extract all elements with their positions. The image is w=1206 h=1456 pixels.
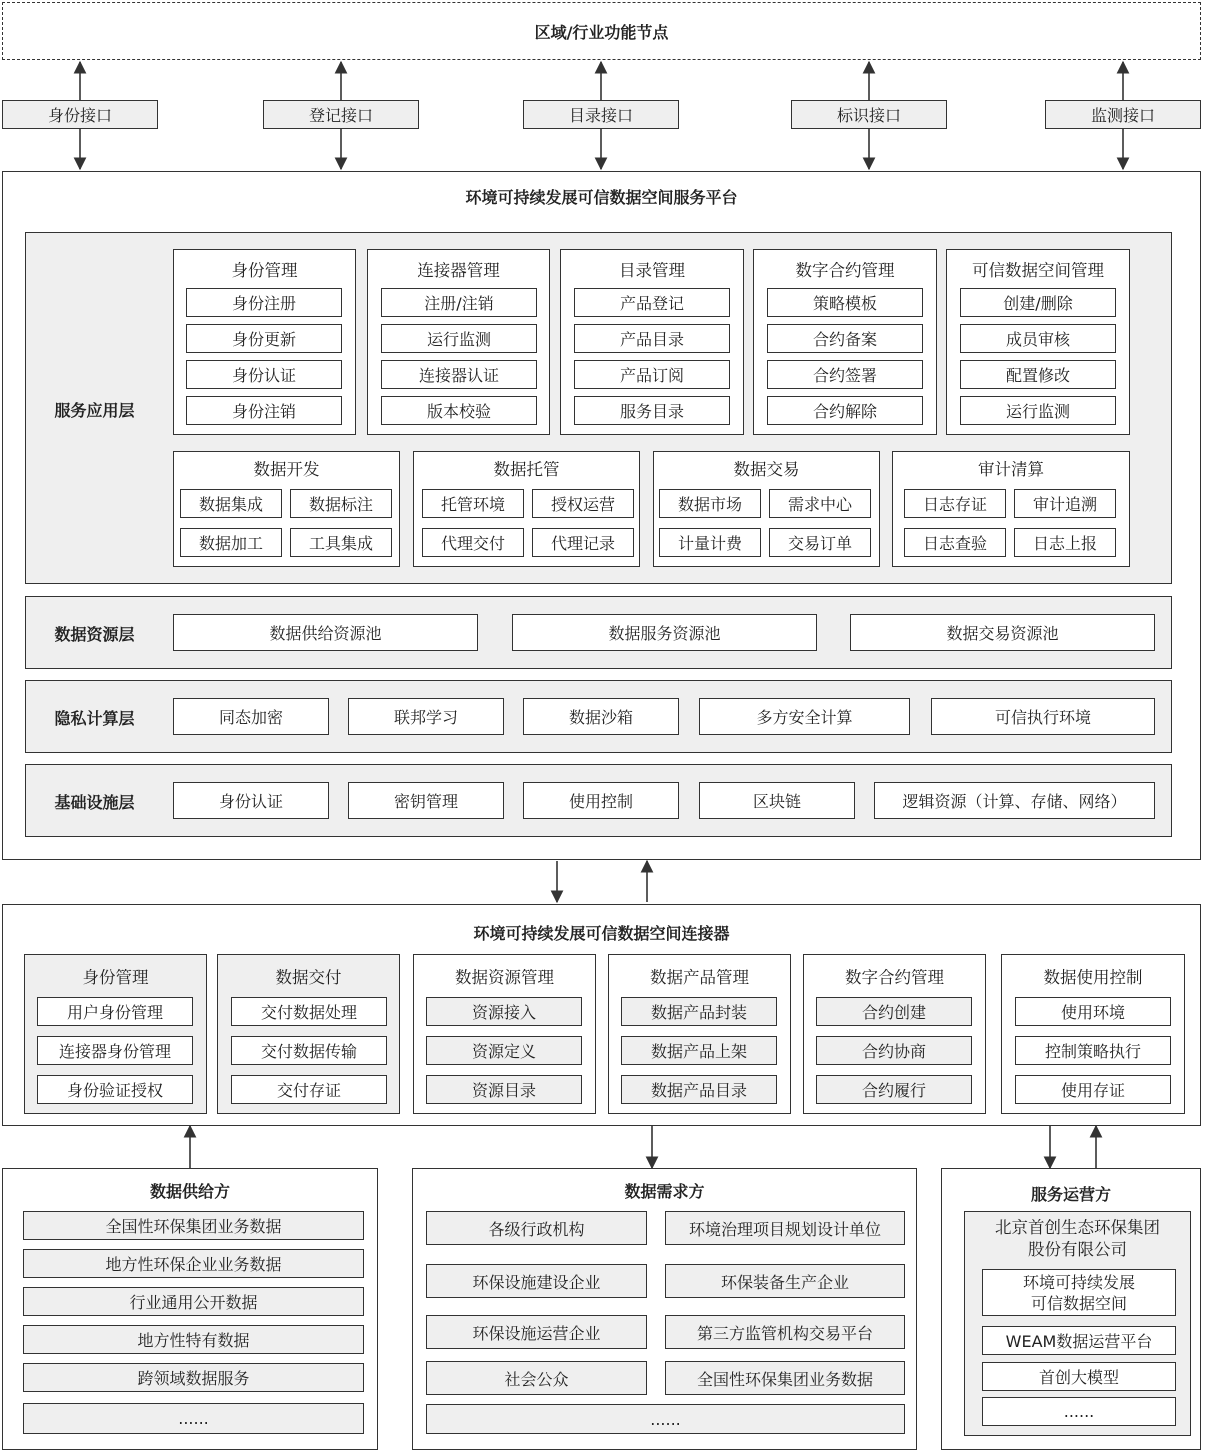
item-box: 交易订单 <box>769 528 871 557</box>
supplier-item: 地方性特有数据 <box>23 1325 364 1354</box>
layer-item: 密钥管理 <box>348 782 504 819</box>
item-box: 用户身份管理 <box>37 997 193 1026</box>
item-box: 托管环境 <box>422 489 524 518</box>
item-box: 资源接入 <box>426 997 582 1026</box>
demand-item: 环保装备生产企业 <box>665 1264 905 1298</box>
operator-org-name <box>964 1215 1191 1263</box>
demand-title: 数据需求方 <box>624 1181 705 1201</box>
item-box: 服务目录 <box>574 396 730 425</box>
item-box: 数据集成 <box>180 489 282 518</box>
item-box: 产品目录 <box>574 324 730 353</box>
layer-item: 同态加密 <box>173 698 329 735</box>
regional-industry-node: 区域/行业功能节点 <box>2 2 1201 60</box>
group-title: 数据使用控制 <box>1043 968 1143 987</box>
item-box: 配置修改 <box>960 360 1116 389</box>
supplier-item: 全国性环保集团业务数据 <box>23 1211 364 1240</box>
service-layer-label: 服务应用层 <box>54 400 135 420</box>
item-box: 合约解除 <box>767 396 923 425</box>
item-box: 产品登记 <box>574 288 730 317</box>
supplier-item: 行业通用公开数据 <box>23 1287 364 1316</box>
item-box: 资源目录 <box>426 1075 582 1104</box>
group-title: 数据交易 <box>733 460 800 479</box>
item-box: 交付存证 <box>231 1075 387 1104</box>
register-interface: 登记接口 <box>263 100 419 129</box>
item-box: 身份认证 <box>186 360 342 389</box>
layer-item: 逻辑资源（计算、存储、网络） <box>874 782 1155 819</box>
group-title: 目录管理 <box>619 261 685 280</box>
marker-interface: 标识接口 <box>791 100 947 129</box>
item-box: 计量计费 <box>659 528 761 557</box>
resource-layer-label: 数据资源层 <box>54 624 135 644</box>
operator-title: 服务运营方 <box>1030 1184 1111 1204</box>
item-box: 创建/删除 <box>960 288 1116 317</box>
item-line2: 可信数据空间 <box>1030 1293 1127 1313</box>
demand-item: ...... <box>426 1404 905 1434</box>
supplier-item: ...... <box>23 1403 364 1434</box>
item-box: 使用环境 <box>1015 997 1171 1026</box>
item-box: 数据产品上架 <box>621 1036 777 1065</box>
demand-item: 第三方监管机构交易平台 <box>665 1315 905 1349</box>
org-name-line2: 股份有限公司 <box>1028 1240 1127 1259</box>
item-box: 日志上报 <box>1014 528 1116 557</box>
identity-interface: 身份接口 <box>2 100 158 129</box>
layer-item: 区块链 <box>699 782 855 819</box>
layer-item: 数据沙箱 <box>523 698 679 735</box>
group-title: 数据交付 <box>275 968 342 987</box>
infra-layer-label: 基础设施层 <box>54 792 135 812</box>
group-title: 身份管理 <box>231 261 298 280</box>
group-title: 数字合约管理 <box>845 968 944 987</box>
demand-item: 社会公众 <box>426 1361 647 1395</box>
supplier-item: 跨领域数据服务 <box>23 1363 364 1392</box>
item-box: 交付数据处理 <box>231 997 387 1026</box>
item-box: 连接器认证 <box>381 360 537 389</box>
item-box: 代理记录 <box>532 528 634 557</box>
item-box: 数据加工 <box>180 528 282 557</box>
group-title: 数据资源管理 <box>455 968 554 987</box>
supplier-title: 数据供给方 <box>149 1181 230 1201</box>
operator-item <box>982 1269 1176 1316</box>
item-box: 合约签署 <box>767 360 923 389</box>
item-box: 数据市场 <box>659 489 761 518</box>
item-box: 数据产品封装 <box>621 997 777 1026</box>
group-title: 连接器管理 <box>417 261 500 280</box>
item-box: 日志查验 <box>904 528 1006 557</box>
supplier-item: 地方性环保企业业务数据 <box>23 1249 364 1278</box>
platform-title: 环境可持续发展可信数据空间服务平台 <box>465 187 738 207</box>
item-box: 工具集成 <box>290 528 392 557</box>
demand-item: 环保设施建设企业 <box>426 1264 647 1298</box>
item-box: 控制策略执行 <box>1015 1036 1171 1065</box>
group-title: 身份管理 <box>82 968 149 987</box>
item-box: 身份验证授权 <box>37 1075 193 1104</box>
item-box: 注册/注销 <box>381 288 537 317</box>
item-box: 身份更新 <box>186 324 342 353</box>
item-line1: 环境可持续发展 <box>1022 1272 1135 1292</box>
privacy-layer-label: 隐私计算层 <box>54 708 135 728</box>
layer-item: 数据供给资源池 <box>173 614 478 651</box>
item-box: 身份注册 <box>186 288 342 317</box>
item-box: 日志存证 <box>904 489 1006 518</box>
layer-item: 可信执行环境 <box>931 698 1155 735</box>
item-box: 策略模板 <box>767 288 923 317</box>
org-name-line1: 北京首创生态环保集团 <box>995 1218 1160 1237</box>
layer-item: 联邦学习 <box>348 698 504 735</box>
connector-title: 环境可持续发展可信数据空间连接器 <box>473 923 730 943</box>
layer-item: 数据服务资源池 <box>512 614 817 651</box>
monitor-interface: 监测接口 <box>1045 100 1201 129</box>
layer-item: 多方安全计算 <box>699 698 910 735</box>
group-title: 数据开发 <box>253 460 320 479</box>
operator-item: 首创大模型 <box>982 1362 1176 1391</box>
item-box: 使用存证 <box>1015 1075 1171 1104</box>
item-box: 需求中心 <box>769 489 871 518</box>
operator-item: ...... <box>982 1397 1176 1426</box>
item-box: 合约备案 <box>767 324 923 353</box>
demand-item: 各级行政机构 <box>426 1211 647 1245</box>
group-title: 审计清算 <box>978 460 1044 479</box>
item-box: 合约履行 <box>816 1075 972 1104</box>
item-box: 资源定义 <box>426 1036 582 1065</box>
item-box: 合约协商 <box>816 1036 972 1065</box>
item-box: 授权运营 <box>532 489 634 518</box>
item-box: 成员审核 <box>960 324 1116 353</box>
item-box: 运行监测 <box>381 324 537 353</box>
item-box: 数据产品目录 <box>621 1075 777 1104</box>
item-box: 版本校验 <box>381 396 537 425</box>
item-box: 产品订阅 <box>574 360 730 389</box>
item-box: 运行监测 <box>960 396 1116 425</box>
group-title: 数字合约管理 <box>795 261 895 280</box>
demand-item: 全国性环保集团业务数据 <box>665 1361 905 1395</box>
item-box: 合约创建 <box>816 997 972 1026</box>
group-title: 可信数据空间管理 <box>972 261 1104 280</box>
group-title: 数据托管 <box>493 460 560 479</box>
operator-item: WEAM数据运营平台 <box>982 1326 1176 1355</box>
item-box: 交付数据传输 <box>231 1036 387 1065</box>
item-box: 审计追溯 <box>1014 489 1116 518</box>
item-box: 代理交付 <box>422 528 524 557</box>
demand-item: 环保设施运营企业 <box>426 1315 647 1349</box>
group-title: 数据产品管理 <box>650 968 749 987</box>
layer-item: 使用控制 <box>523 782 679 819</box>
layer-item: 数据交易资源池 <box>850 614 1155 651</box>
demand-item: 环境治理项目规划设计单位 <box>665 1211 905 1245</box>
layer-item: 身份认证 <box>173 782 329 819</box>
item-box: 数据标注 <box>290 489 392 518</box>
item-box: 身份注销 <box>186 396 342 425</box>
item-box: 连接器身份管理 <box>37 1036 193 1065</box>
catalog-interface: 目录接口 <box>523 100 679 129</box>
